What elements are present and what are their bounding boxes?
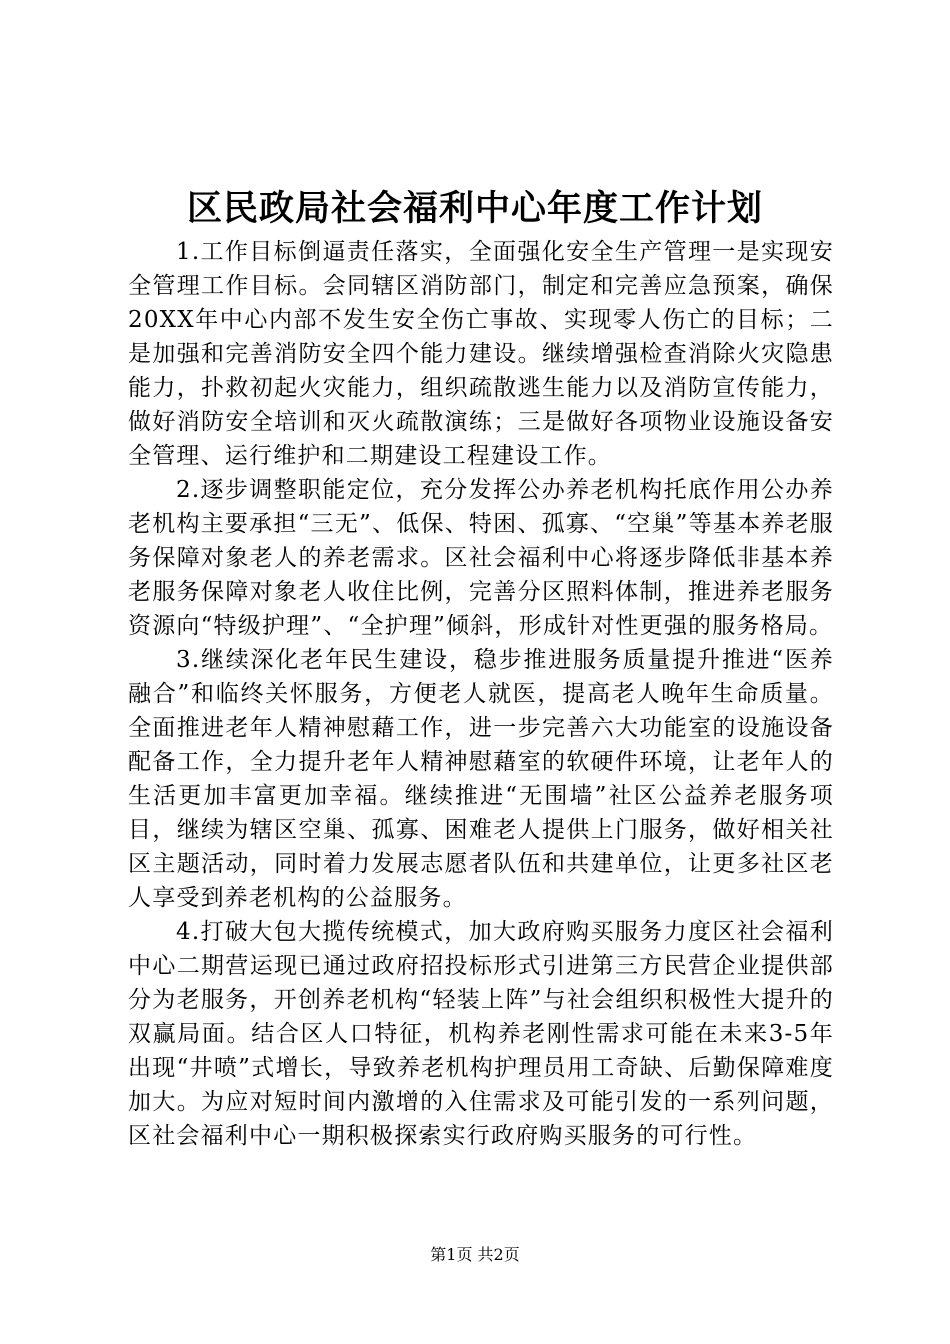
page-number-footer: 第1页 共2页 bbox=[430, 1245, 520, 1264]
paragraph-1: 1.工作目标倒逼责任落实，全面强化安全生产管理一是实现安全管理工作目标。会同辖区消防部门，制定和完善应急预案，确保20XX年中心内部不发生安全伤亡事故、实现零人伤亡的目标；二是加强和完善消防安全四个能力建设。继续增强检查消除火灾隐患能力，扑救初起火灾能力，组织疏散逃生能力以及消防宣传能力，做好消防安全培训和灭火疏散演练；三是做好各项物业设施设备安全管理、运行维护和二期建设工程建设工作。 bbox=[128, 239, 834, 469]
paragraph-3: 3.继续深化老年民生建设，稳步推进服务质量提升推进“医养融合”和临终关怀服务，方便老人就医，提高老人晚年生命质量。全面推进老年人精神慰藉工作，进一步完善六大功能室的设施设备配备工作，全力提升老年人精神慰藉室的软硬件环境，让老年人的生活更加丰富更加幸福。继续推进“无围墙”社区公益养老服务项目，继续为辖区空巢、孤寡、困难老人提供上门服务，做好相关社区主题活动，同时着力发展志愿者队伍和共建单位，让更多社区老人享受到养老机构的公益服务。 bbox=[128, 647, 834, 911]
paragraph-4: 4.打破大包大揽传统模式，加大政府购买服务力度区社会福利中心二期营运现已通过政府招投标形式引进第三方民营企业提供部分为老服务，开创养老机构“轻装上阵”与社会组织积极性大提升的双赢局面。结合区人口特征，机构养老刚性需求可能在未来3-5年出现“井喷”式增长，导致养老机构护理员用工奇缺、后勤保障难度加大。为应对短时间内激增的入住需求及可能引发的一系列问题，区社会福利中心一期积极探索实行政府购买服务的可行性。 bbox=[128, 919, 834, 1149]
document-title: 区民政局社会福利中心年度工作计划 bbox=[186, 188, 763, 229]
paragraph-2: 2.逐步调整职能定位，充分发挥公办养老机构托底作用公办养老机构主要承担“三无”、低保、特困、孤寡、“空巢”等基本养老服务保障对象老人的养老需求。区社会福利中心将逐步降低非基本养老服务保障对象老人收住比例，完善分区照料体制，推进养老服务资源向“特级护理”、“全护理”倾斜，形成针对性更强的服务格局。 bbox=[128, 477, 834, 639]
document-body bbox=[128, 235, 834, 1153]
